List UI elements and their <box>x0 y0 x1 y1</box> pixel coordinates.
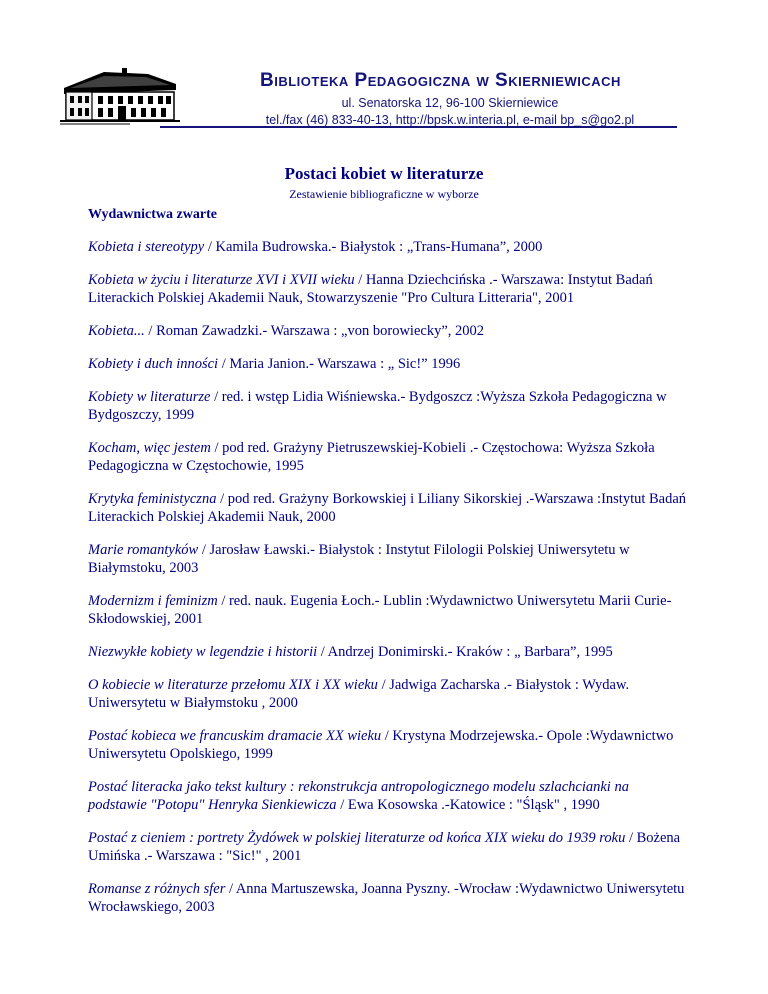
entry-details: / pod red. Grażyny Pietruszewskiej-Kobieli .- Częstochowa: Wyższa Szkoła Pedagogiczna w Częstochowie, 1995 <box>88 440 655 474</box>
entry-title: Kocham, więc jestem <box>88 440 211 456</box>
bibliography-entry <box>88 643 688 661</box>
entry-details: / Krystyna Modrzejewska.- Opole :Wydawnictwo Uniwersytetu Opolskiego, 1999 <box>88 728 674 762</box>
entry-title: Kobieta w życiu i literaturze XVI i XVII wieku <box>88 272 355 288</box>
bibliography-entry <box>88 388 688 424</box>
bibliography-entry <box>88 238 688 256</box>
bibliography-entry <box>88 322 688 340</box>
entry-title: Postać z cieniem : portrety Żydówek w polskiej literaturze od końca XIX wieku do 1939 roku <box>88 830 626 846</box>
entry-title: Modernizm i feminizm <box>88 593 218 609</box>
entry-details: / Andrzej Donimirski.- Kraków : „ Barbara”, 1995 <box>317 644 613 660</box>
library-address: ul. Senatorska 12, 96-100 Skierniewice <box>341 96 559 110</box>
entry-details: / Hanna Dziechcińska .- Warszawa: Instytut Badań Literackich Polskiej Akademii Nauk, Stowarzyszenie "Pro Cultura Litteraria", 2001 <box>88 272 653 306</box>
entry-title: Niezwykłe kobiety w legendzie i historii <box>88 644 318 660</box>
entry-title: Krytyka feministyczna <box>88 491 217 507</box>
entry-title: O kobiecie w literaturze przełomu XIX i XX wieku <box>88 677 378 693</box>
bibliography-list <box>88 238 688 931</box>
entry-title: Postać kobieca we francuskim dramacie XX wieku <box>88 728 382 744</box>
entry-details: / red. i wstęp Lidia Wiśniewska.- Bydgoszcz :Wyższa Szkoła Pedagogiczna w Bydgoszczy, 1999 <box>88 389 667 423</box>
bibliography-entry <box>88 880 688 916</box>
entry-details: / Roman Zawadzki.- Warszawa : „von borowiecky”, 2002 <box>144 323 485 339</box>
entry-details: / red. nauk. Eugenia Łoch.- Lublin :Wydawnictwo Uniwersytetu Marii Curie-Skłodowskiej, 2001 <box>88 593 672 627</box>
entry-details: / Jadwiga Zacharska .- Białystok : Wydaw. Uniwersytetu w Białymstoku , 2000 <box>88 677 630 711</box>
entry-title: Kobieta... <box>88 323 145 339</box>
library-contact: tel./fax (46) 833-40-13, http://bpsk.w.interia.pl, e-mail bp_s@go2.pl <box>265 113 635 127</box>
bibliography-entry <box>88 271 688 307</box>
entry-title: Kobieta i stereotypy <box>88 239 205 255</box>
bibliography-entry <box>88 490 688 526</box>
document-title: Postaci kobiet w literaturze <box>284 164 484 183</box>
entry-details: / pod red. Grażyny Borkowskiej i Liliany Sikorskiej .-Warszawa :Instytut Badań Literackich Polskiej Akademii Nauk, 2000 <box>88 491 687 525</box>
entry-title: Marie romantyków <box>88 542 199 558</box>
entry-details: / Ewa Kosowska .-Katowice : "Śląsk" , 1990 <box>336 797 600 813</box>
bibliography-entry <box>88 355 688 373</box>
section-heading: Wydawnictwa zwarte <box>88 207 217 222</box>
entry-title: Postać literacka jako tekst kultury : rekonstrukcja antropologicznego modelu szlachcianki na podstawie "Potopu" Henryka Sienkiewicza <box>88 779 629 813</box>
bibliography-entry <box>88 439 688 475</box>
entry-details: / Bożena Umińska .- Warszawa : "Sic!" , 2001 <box>88 830 681 864</box>
bibliography-entry <box>88 676 688 712</box>
header-divider <box>160 126 677 128</box>
entry-details: / Jarosław Ławski.- Białystok : Instytut Filologii Polskiej Uniwersytetu w Białymstoku, 2003 <box>88 542 630 576</box>
library-building-icon <box>60 68 180 126</box>
entry-details: / Anna Martuszewska, Joanna Pyszny. -Wrocław :Wydawnictwo Uniwersytetu Wrocławskiego, 2003 <box>88 881 685 915</box>
bibliography-entry <box>88 592 688 628</box>
entry-title: Kobiety i duch inności <box>88 356 219 372</box>
bibliography-entry <box>88 727 688 763</box>
bibliography-entry <box>88 541 688 577</box>
entry-title: Romanse z różnych sfer <box>88 881 226 897</box>
bibliography-entry <box>88 829 688 865</box>
document-subtitle: Zestawienie bibliograficzne w wyborze <box>289 187 479 201</box>
entry-details: / Kamila Budrowska.- Białystok : „Trans-Humana”, 2000 <box>204 239 543 255</box>
entry-details: / Maria Janion.- Warszawa : „ Sic!” 1996 <box>218 356 461 372</box>
library-name: Biblioteka Pedagogiczna w Skierniewicach <box>260 70 621 91</box>
bibliography-entry <box>88 778 688 814</box>
entry-title: Kobiety w literaturze <box>88 389 211 405</box>
